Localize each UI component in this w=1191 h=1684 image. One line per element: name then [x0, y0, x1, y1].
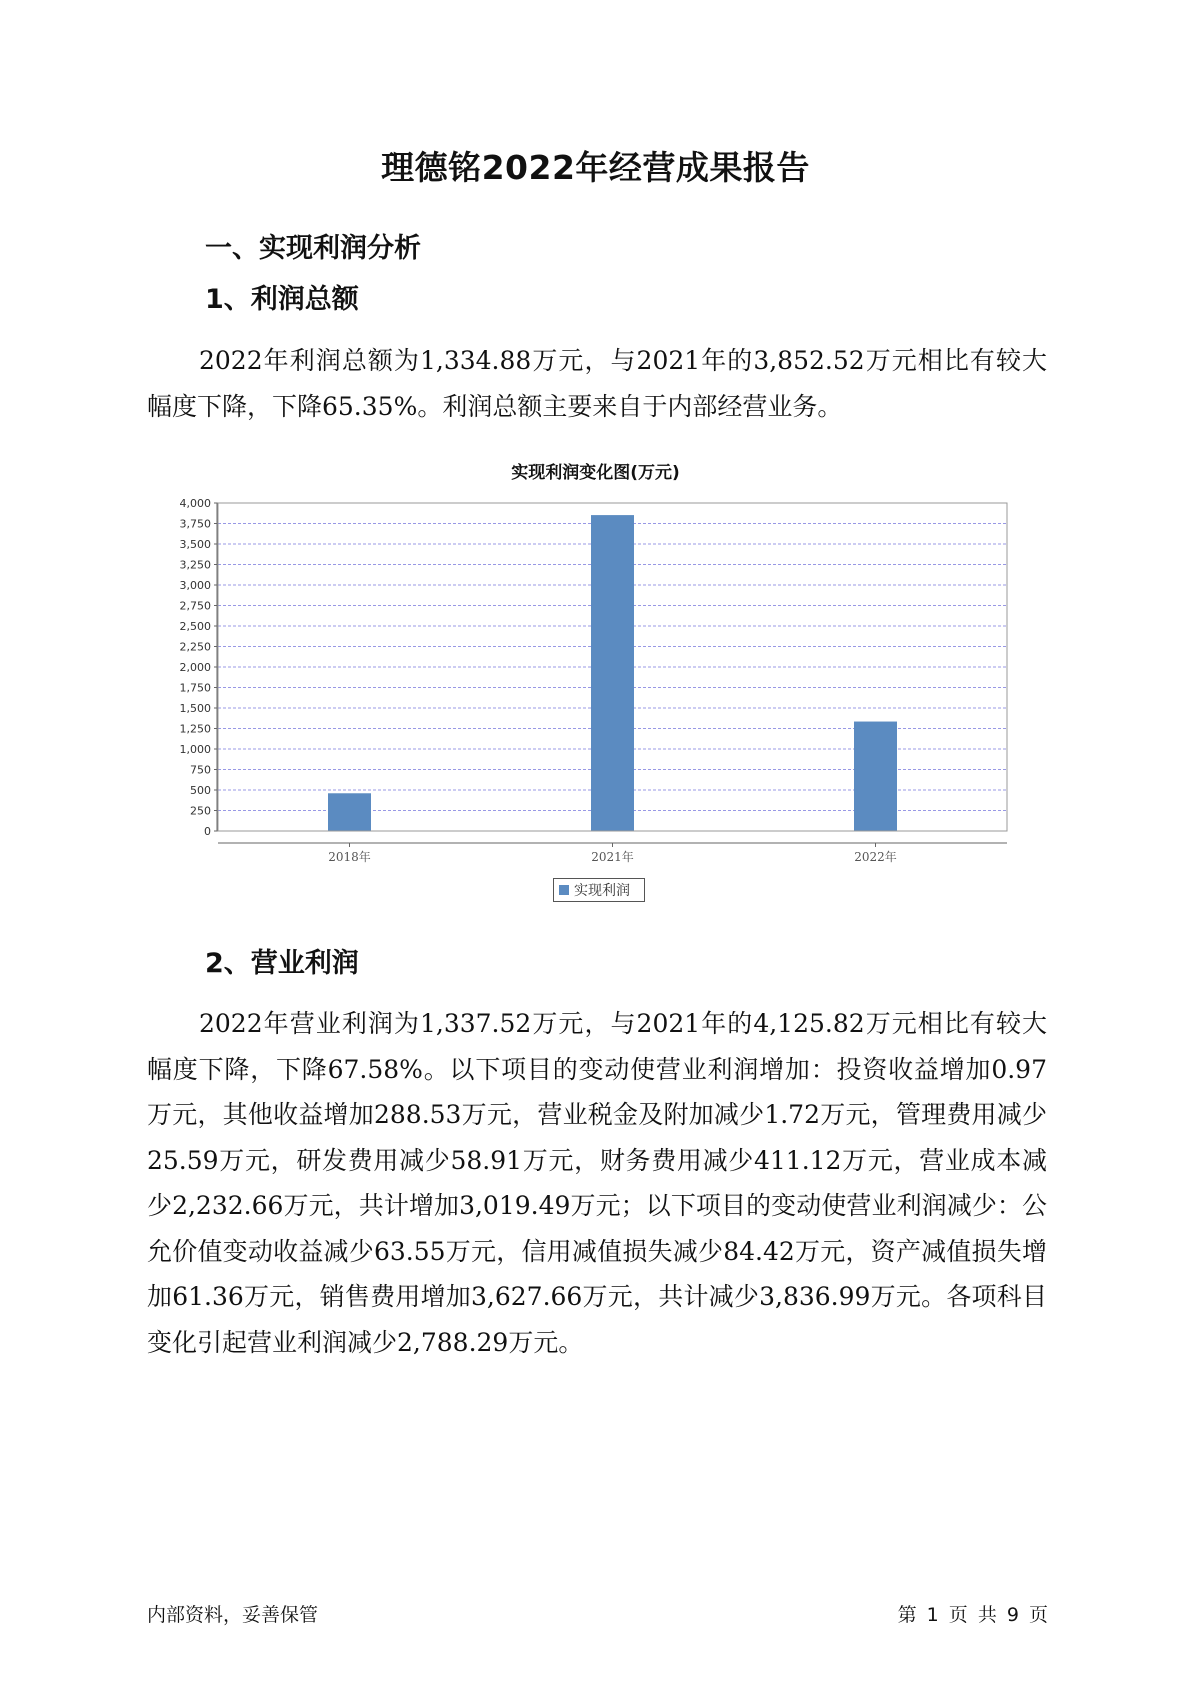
y-tick-label: 250 [190, 804, 211, 818]
y-tick-label: 2,250 [179, 640, 211, 654]
paragraph-total-profit: 2022年利润总额为1,334.88万元，与2021年的3,852.52万元相比有较大幅度下降，下降65.35%。利润总额主要来自于内部经营业务。 [147, 346, 1047, 421]
paragraph-operating-profit: 2022年营业利润为1,337.52万元，与2021年的4,125.82万元相比有较大幅度下降，下降67.58%。以下项目的变动使营业利润增加：投资收益增加0.97万元，其他收益增加288.53万元，营业税金及附加减少1.72万元，管理费用减少25.59万元，研发费用减少58.91万元，财务费用减少411.12万元，营业成本减少2,232.66万元，共计增加3,019.49万元；以下项目的变动使营业利润减少：公允价值变动收益减少63.55万元，信用减值损失减少84.42万元，资产减值损失增加61.36万元，销售费用增加3,627.66万元，共计减少3,836.99万元。各项科目变化引起营业利润减少2,788.29万元。 [147, 1009, 1047, 1357]
y-tick-label: 1,250 [179, 722, 211, 736]
legend-swatch [559, 885, 569, 895]
chart-title: 实现利润变化图(万元) [511, 463, 680, 483]
y-tick-label: 2,500 [179, 620, 211, 633]
x-tick-label: 2018年 [328, 850, 371, 864]
y-tick-label: 3,500 [179, 538, 211, 551]
y-tick-label: 1,000 [179, 743, 211, 756]
y-tick-label: 1,500 [179, 702, 211, 715]
section-heading-profit-analysis: 一、实现利润分析 [205, 233, 421, 264]
y-tick-label: 2,000 [179, 661, 211, 674]
chart-bars [328, 515, 897, 831]
subsection-heading-total-profit: 1、利润总额 [205, 284, 359, 315]
y-tick-label: 2,750 [179, 599, 211, 613]
page-title: 理德铭2022年经营成果报告 [381, 148, 810, 187]
chart-legend [553, 878, 645, 902]
y-tick-label: 0 [204, 825, 211, 838]
legend-label: 实现利润 [574, 883, 630, 899]
bar [591, 515, 634, 831]
y-tick-label: 4,000 [179, 497, 211, 510]
x-tick-label: 2021年 [591, 850, 634, 864]
x-axis-ticks [328, 843, 897, 864]
plot-frame [217, 503, 1007, 843]
y-tick-label: 3,750 [179, 517, 211, 531]
y-tick-label: 3,000 [179, 579, 211, 592]
bar [854, 722, 897, 831]
subsection-heading-operating-profit: 2、营业利润 [205, 948, 359, 979]
y-tick-label: 750 [190, 763, 211, 777]
y-tick-label: 500 [190, 784, 211, 797]
plot-border [218, 503, 1007, 831]
y-tick-label: 1,750 [179, 681, 211, 695]
footer-confidential-note: 内部资料，妥善保管 [147, 1604, 319, 1626]
chart-grid [218, 503, 1007, 831]
y-axis-ticks [180, 497, 219, 838]
y-tick-label: 3,250 [179, 558, 211, 572]
bar [328, 793, 371, 831]
x-tick-label: 2022年 [854, 850, 897, 864]
footer-page-number: 第 1 页 共 9 页 [897, 1604, 1048, 1626]
